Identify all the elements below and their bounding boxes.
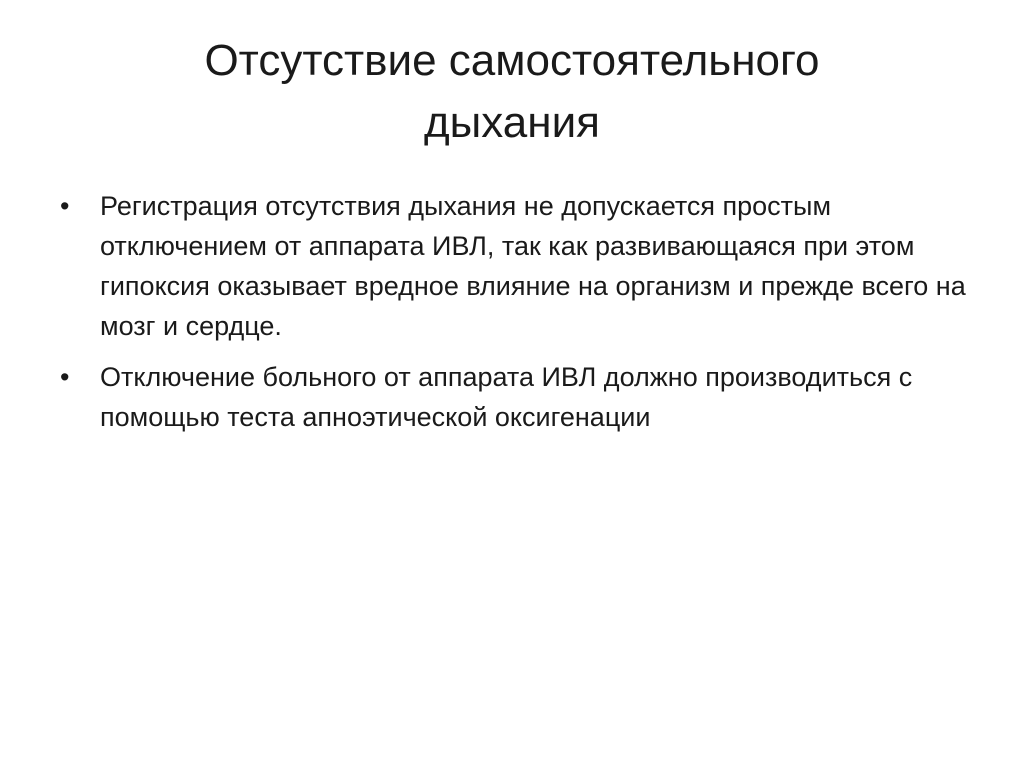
bullet-marker-icon: • xyxy=(60,191,70,221)
bullet-text: Отключение больного от аппарата ИВЛ должно производиться с помощью теста апноэтической оксигенации xyxy=(100,362,913,432)
bullet-item xyxy=(60,186,972,346)
bullet-item xyxy=(60,357,972,437)
bullet-text: Регистрация отсутствия дыхания не допускается простым отключением от аппарата ИВЛ, так как развивающаяся при этом гипоксия оказывает вредное влияние на организм и прежде всего на мозг и сердце. xyxy=(100,191,966,341)
bullet-list xyxy=(60,186,972,448)
bullet-marker-icon: • xyxy=(60,362,70,392)
slide-title: Отсутствие самостоятельного дыхания xyxy=(204,36,820,147)
